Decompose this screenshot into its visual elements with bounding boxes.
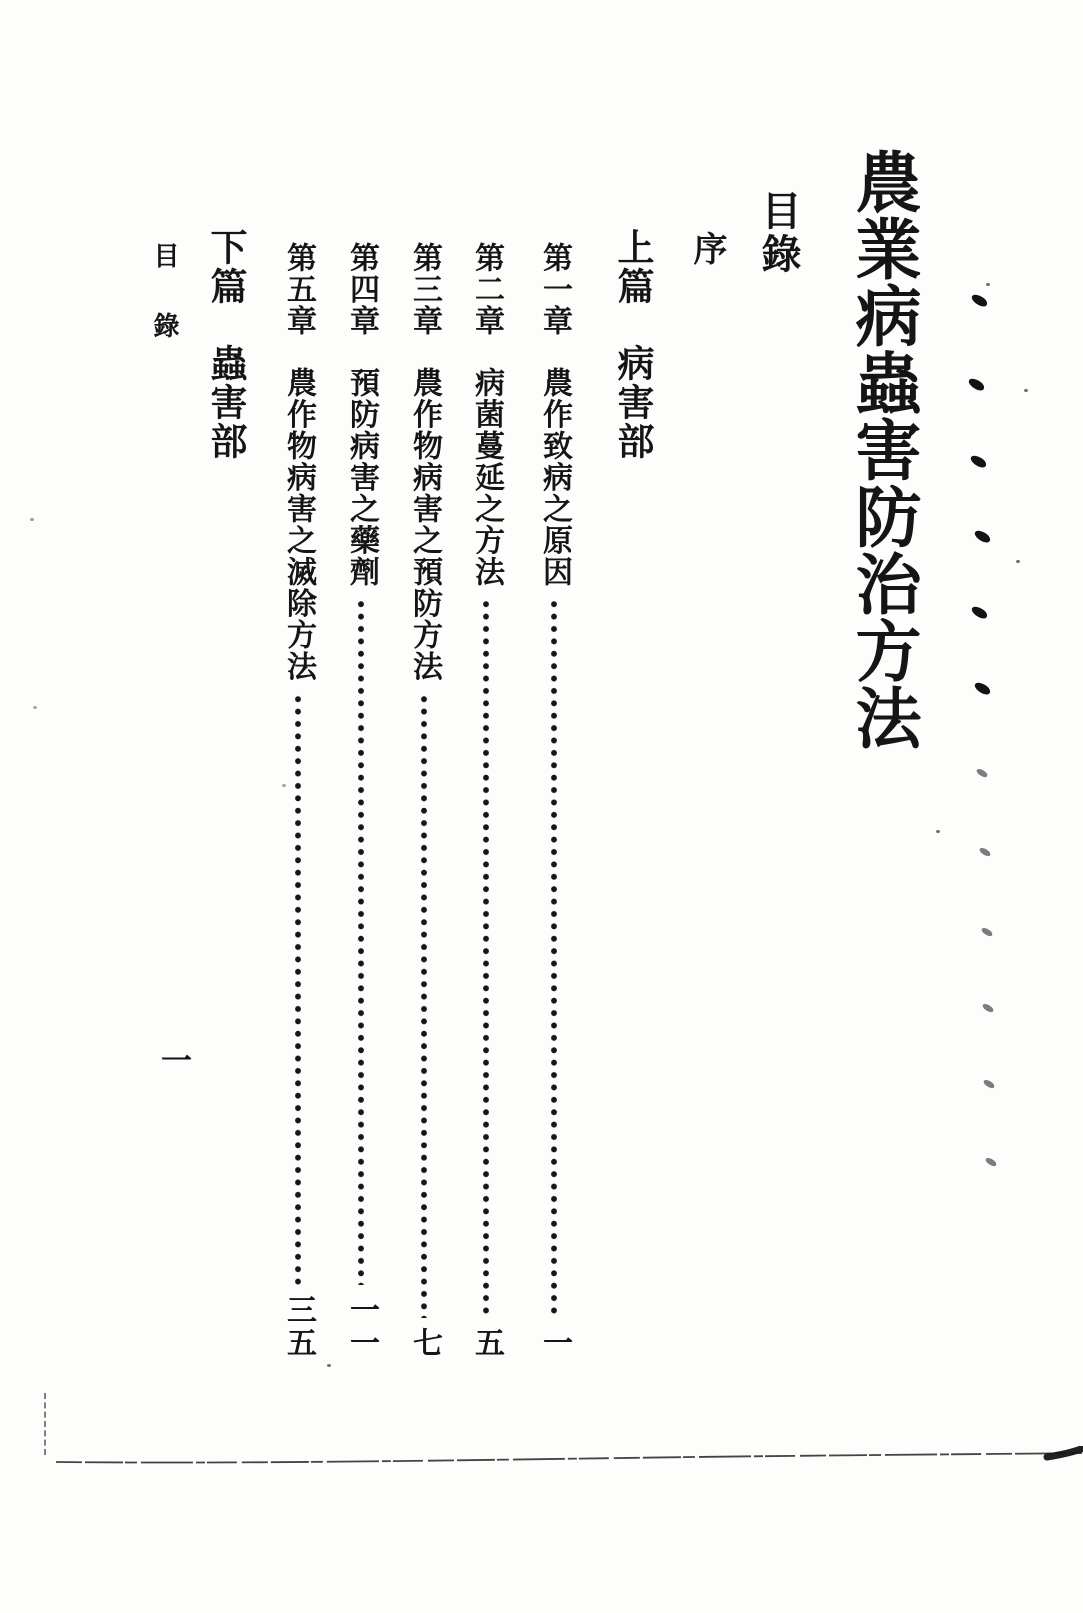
- part-lower-column: [199, 228, 253, 461]
- dot-leader: [420, 693, 428, 1319]
- toc-entry: [276, 242, 320, 1360]
- ink-smudge: [970, 292, 989, 310]
- dot-leader: [294, 693, 302, 1286]
- margin-char: 錄: [149, 312, 179, 338]
- toc-heading: 目錄: [755, 190, 802, 276]
- ink-smudge: [969, 453, 988, 471]
- ink-speck: [282, 784, 286, 787]
- chapter-label: 第四章: [344, 242, 379, 337]
- page-number: 七: [407, 1327, 442, 1360]
- entry-title: 預防病害之藥劑: [344, 366, 379, 587]
- chapter-label: 第一章: [537, 242, 572, 337]
- chapter-label: 第二章: [469, 242, 504, 337]
- ink-speck: [1024, 389, 1028, 392]
- ink-speck: [1016, 560, 1020, 563]
- dot-leader: [482, 598, 490, 1318]
- ink-smudge: [982, 1078, 995, 1090]
- page-number: 一一: [344, 1294, 379, 1360]
- part-upper-label: 上篇: [611, 228, 655, 306]
- ink-smudge: [975, 767, 988, 779]
- preface-label: 序: [687, 231, 727, 265]
- part-upper-column: [606, 228, 660, 461]
- page-number: 五: [469, 1327, 504, 1360]
- scan-line-svg: [54, 1446, 1083, 1464]
- ink-speck: [33, 706, 37, 709]
- ink-smudge: [967, 376, 986, 394]
- ink-speck: [30, 518, 34, 521]
- toc-entry: [532, 242, 576, 1360]
- ink-speck: [327, 1364, 331, 1367]
- ink-smudge: [973, 528, 992, 546]
- ink-smudge: [978, 846, 991, 858]
- dot-leader: [357, 598, 365, 1285]
- entry-title: 農作物病害之滅除方法: [281, 366, 316, 682]
- scan-line: [54, 1446, 1083, 1464]
- part-lower-title: 蟲害部: [204, 344, 248, 461]
- chapter-label: 第五章: [281, 242, 316, 337]
- toc-entry: [402, 242, 446, 1360]
- entry-title: 農作物病害之預防方法: [407, 366, 442, 682]
- folio-number: 一: [155, 1044, 191, 1075]
- ink-smudge: [980, 926, 993, 938]
- scan-fold-mark: [44, 1393, 46, 1455]
- toc-entry: [339, 242, 383, 1360]
- entry-title: 病菌蔓延之方法: [469, 366, 504, 587]
- chapter-label: 第三章: [407, 242, 442, 337]
- part-upper-title: 病害部: [611, 344, 655, 461]
- ink-smudge: [973, 680, 992, 698]
- entry-title: 農作致病之原因: [537, 366, 572, 587]
- book-title: 農業病蟲害防治方法: [844, 148, 922, 751]
- ink-speck: [936, 830, 940, 833]
- margin-char: 目: [149, 242, 179, 268]
- page-number: 一: [537, 1327, 572, 1360]
- page-number: 三五: [281, 1294, 316, 1360]
- ink-smudge: [981, 1002, 994, 1014]
- ink-speck: [986, 283, 990, 286]
- ink-smudge: [970, 604, 989, 622]
- ink-smudge: [984, 1156, 997, 1168]
- toc-entry: [464, 242, 508, 1360]
- part-lower-label: 下篇: [204, 228, 248, 306]
- dot-leader: [550, 598, 558, 1318]
- margin-running-title: [146, 242, 183, 338]
